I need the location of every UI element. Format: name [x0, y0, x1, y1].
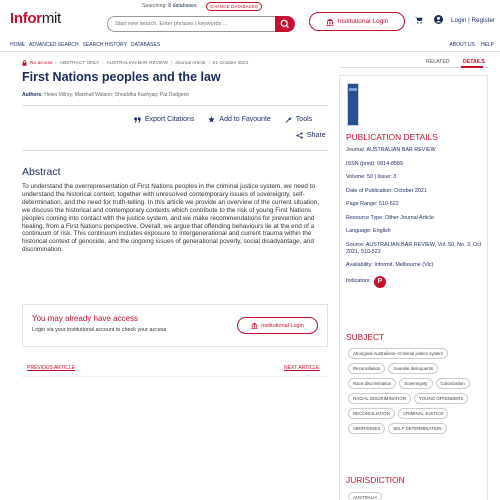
share-button[interactable]: Share: [296, 132, 326, 139]
institution-icon: [326, 18, 334, 26]
access-panel: [22, 304, 328, 347]
next-article-link[interactable]: NEXT ARTICLE: [284, 365, 320, 371]
no-access-label: No access: [30, 60, 53, 66]
informit-logo[interactable]: Informit: [10, 10, 61, 27]
active-tab-indicator: [461, 66, 483, 68]
abstract-text: To understand the overrepresentation of First Nations peoples in the criminal justice system, we need to understand the historical context, together with unresolved contemporary issues of sovereignty, self-determination, and the need for truth-telling. In this article we provide an overview of the current situation, we discuss the historical and contemporary contexts which contribute to the risk of young First Nations peoples coming into contact with the justice system, and we make recommendations for prevention and healing, from a First Nations perspective. Overall, we argue that offending behaviours lie at the end of a continuum of risk. This continuum includes exposure to intergenerational and current trauma within the historical context of genocide, and the ongoing issues of generational poverty, social disadvantage, and discrimination.: [22, 183, 319, 254]
search-icon: [275, 16, 295, 32]
search-button[interactable]: [275, 16, 295, 32]
meta-journal[interactable]: AUSTRALIAN BAR REVIEW: [106, 60, 169, 66]
nav-databases[interactable]: DATABASES: [130, 42, 161, 48]
quote-icon: [134, 117, 141, 123]
institutional-login-label: Institutional Login: [337, 18, 389, 25]
subject-tag[interactable]: Reconciliation: [348, 363, 385, 374]
share-icon: [296, 132, 303, 139]
divider: [22, 105, 328, 106]
article-actions: [134, 116, 312, 123]
sidebar-tabs: [340, 58, 488, 68]
article-title: First Nations peoples and the law: [22, 70, 221, 84]
nav-search-history[interactable]: SEARCH HISTORY: [82, 42, 127, 48]
star-icon: [208, 116, 215, 123]
detail-source: Source: AUSTRALIAN BAR REVIEW, Vol. 50, No. 3, Oct 2021, 510-522: [346, 241, 482, 255]
divider: [22, 150, 328, 151]
nav-help[interactable]: HELP: [480, 42, 494, 48]
subject-tag[interactable]: CRIMINAL JUSTICE: [398, 408, 448, 419]
lock-icon: [22, 60, 27, 66]
journal-cover-image[interactable]: [347, 83, 359, 126]
user-icon[interactable]: [434, 15, 443, 24]
top-bar: [0, 0, 500, 40]
subject-heading: SUBJECT: [346, 332, 385, 342]
subject-tag[interactable]: YOUNG OFFENDERS: [414, 393, 468, 404]
tab-details[interactable]: DETAILS: [463, 59, 485, 65]
detail-issn: ISSN (print): 0814-8589: [346, 160, 403, 167]
jurisdiction-heading: JURISDICTION: [346, 475, 405, 485]
change-databases-button[interactable]: CHANGE DATABASES: [206, 2, 262, 11]
nav-about-us[interactable]: ABOUT US: [449, 42, 475, 48]
meta-abstract-only: ABSTRACT ONLY: [59, 60, 100, 66]
subject-tag[interactable]: Colonization: [436, 378, 470, 389]
nav-home[interactable]: HOME: [10, 42, 25, 48]
meta-type: Journal Article: [175, 60, 206, 66]
detail-availability: Availability: Informit, Melbourne (Vic): [346, 262, 434, 268]
jurisdiction-tag[interactable]: AUSTRALIA: [348, 492, 382, 500]
authors: Authors: Helen Milroy; Marshall Watson; Shraddha Kashyap; Pat Dudgeon: [22, 92, 190, 98]
peer-reviewed-badge[interactable]: P: [374, 276, 386, 288]
subject-tag[interactable]: ABORIGINES: [348, 423, 385, 434]
publication-details-heading: PUBLICATION DETAILS: [346, 132, 438, 142]
subject-tag[interactable]: RACIAL DISCRIMINATION: [348, 393, 411, 404]
subject-tag[interactable]: Race discrimination: [348, 378, 396, 389]
meta-date: 01 October 2021: [212, 60, 249, 66]
detail-resource-type: Resource Type: Other Journal Article: [346, 214, 434, 221]
access-subtitle: Login via your institutional account to check your access: [32, 327, 167, 333]
subject-tag[interactable]: Aboriginal Australians--Criminal justice system: [348, 348, 448, 359]
access-institutional-login-button[interactable]: Institutional Login: [237, 317, 318, 334]
detail-indicators: Indicators: P: [346, 276, 486, 288]
subject-tags: [348, 348, 484, 434]
subject-tag[interactable]: RECONCILIATION: [348, 408, 395, 419]
abstract-heading: Abstract: [22, 166, 61, 178]
institution-icon: [251, 322, 258, 329]
subject-tag[interactable]: Juvenile delinquents: [388, 363, 438, 374]
searching-label: Searching: 8 databases: [142, 3, 197, 9]
cart-icon[interactable]: [415, 16, 423, 24]
authors-list[interactable]: Helen Milroy; Marshall Watson; Shraddha Kashyap; Pat Dudgeon: [44, 92, 190, 98]
previous-article-link[interactable]: PREVIOUS ARTICLE: [27, 365, 75, 371]
detail-date: Date of Publication: October 2021: [346, 187, 427, 194]
subject-tag[interactable]: Sovereignty: [399, 378, 432, 389]
divider: [22, 376, 328, 377]
subject-tag[interactable]: SELF DETERMINATION: [388, 423, 446, 434]
add-to-favourite-button[interactable]: Add to Favourite: [208, 116, 270, 123]
login-register-link[interactable]: Login | Register: [451, 17, 495, 24]
publication-details: [346, 147, 486, 294]
tab-related[interactable]: RELATED: [426, 59, 450, 65]
article-meta: No access | ABSTRACT ONLY | AUSTRALIAN BAR REVIEW | Journal Article | 01 October 2021: [22, 60, 248, 66]
detail-volume: Volume: 50 | Issue: 3: [346, 174, 397, 180]
wrench-icon: [285, 116, 292, 123]
detail-language: Language: English: [346, 228, 391, 234]
publication-sidebar: [339, 75, 488, 500]
export-citations-button[interactable]: Export Citations: [134, 116, 194, 123]
tools-button[interactable]: Tools: [285, 116, 312, 123]
detail-journal: Journal: AUSTRALIAN BAR REVIEW: [346, 147, 436, 153]
search-input[interactable]: [107, 16, 275, 32]
databases-count[interactable]: 8 databases: [168, 3, 197, 9]
access-title: You may already have access: [32, 314, 138, 323]
detail-page-range: Page Range: 510-522: [346, 201, 399, 207]
institutional-login-button[interactable]: [309, 12, 405, 31]
nav-advanced-search[interactable]: ADVANCED SEARCH: [29, 42, 79, 48]
main-nav: [0, 40, 500, 52]
